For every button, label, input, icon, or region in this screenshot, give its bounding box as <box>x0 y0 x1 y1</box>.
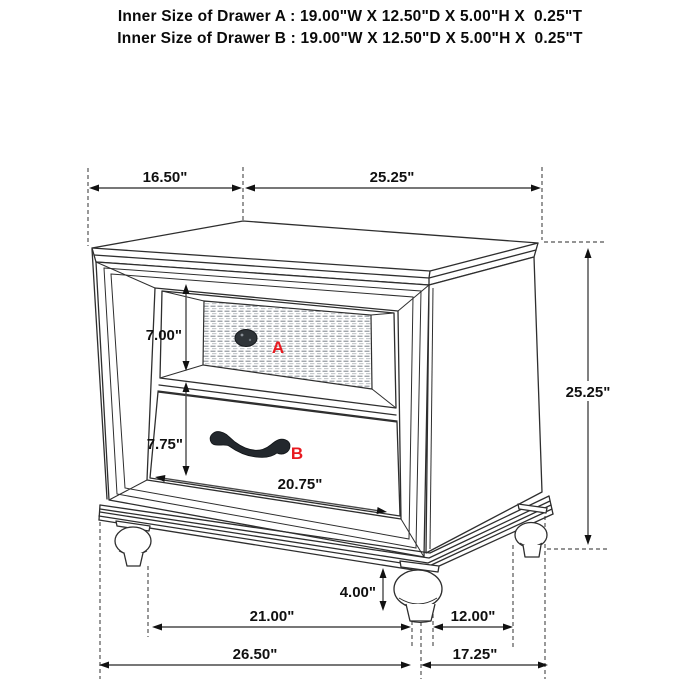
dim-label-26-50: 26.50" <box>232 646 278 663</box>
dim-overall-height <box>560 248 616 545</box>
drawer-b-letter: B <box>290 444 304 463</box>
top-face <box>92 221 538 271</box>
drawer-a-knob <box>235 330 257 347</box>
drawer-a-letter: A <box>271 338 285 357</box>
dim-label-12-00: 12.00" <box>450 608 496 625</box>
dim-front-leg-spacing <box>152 608 411 631</box>
dim-top-width <box>245 169 541 192</box>
dim-label-4-00: 4.00" <box>339 584 376 601</box>
dim-label-17-25: 17.25" <box>452 646 498 663</box>
nightstand-illustration <box>92 221 553 623</box>
dim-label-16-50: 16.50" <box>142 169 188 186</box>
dim-label-25-25-top: 25.25" <box>369 169 415 186</box>
foot-back-right <box>515 504 547 557</box>
dim-overall-width <box>99 646 411 669</box>
foot-front-left <box>115 521 151 566</box>
dim-label-7-75: 7.75" <box>146 436 183 453</box>
dim-label-21-00: 21.00" <box>249 608 295 625</box>
dim-label-20-75: 20.75" <box>277 476 323 493</box>
drawer-b-size-text: Inner Size of Drawer B : 19.00"W X 12.50"D X 5.00"H X 0.25"T <box>117 30 583 47</box>
dim-overall-depth <box>421 646 548 669</box>
foot-front-right <box>394 561 442 623</box>
dim-leg-height <box>340 568 387 611</box>
dim-top-depth-left <box>89 169 242 192</box>
drawer-a-size-text: Inner Size of Drawer A : 19.00"W X 12.50"D X 5.00"H X 0.25"T <box>117 8 583 25</box>
dim-label-25-25-right: 25.25" <box>565 384 611 401</box>
dim-label-7-00: 7.00" <box>145 327 182 344</box>
dim-side-leg-spacing <box>433 608 513 631</box>
